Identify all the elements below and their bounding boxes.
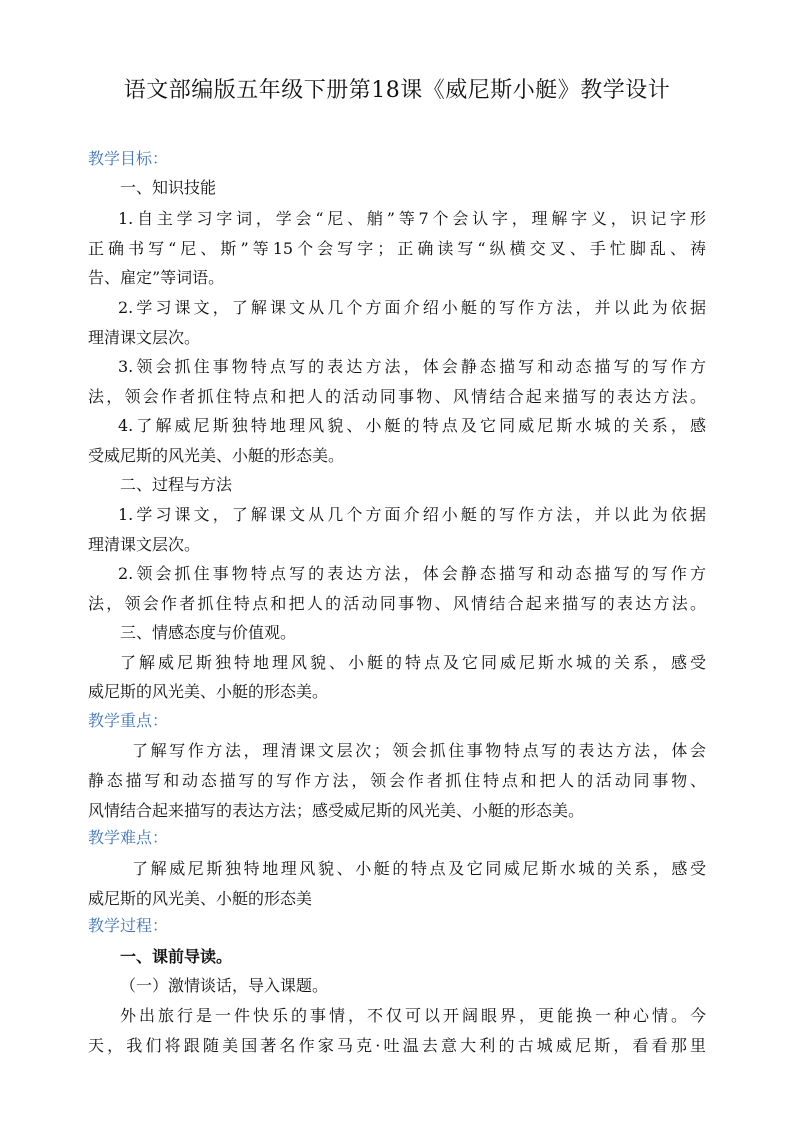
goals-section3-title: 三、情感态度与价值观。	[120, 623, 297, 642]
difficulty-line1: 了解威尼斯独特地理风貌、小艇的特点及它同威尼斯水城的关系，感受	[132, 859, 706, 878]
difficulty-line2: 威尼斯的风光美、小艇的形态美	[88, 889, 313, 908]
key-line2: 静态描写和动态描写的写作方法，领会作者抓住特点和把人的活动同事物、	[88, 771, 706, 790]
heading-teaching-goals: 教学目标：	[88, 149, 169, 168]
goals-s2-item2-line2: 法，领会作者抓住特点和把人的活动同事物、风情结合起来描写的表达方法。	[88, 594, 706, 613]
process-p1-line1: 外出旅行是一件快乐的事情，不仅可以开阔眼界，更能换一种心情。今	[120, 1006, 706, 1025]
process-part1-subtitle: （一）激情谈话，导入课题。	[120, 976, 329, 995]
goals-s2-item1-line1: 1.学习课文，了解课文从几个方面介绍小艇的写作方法，并以此为依据	[118, 505, 706, 524]
goals-s1-item4-line2: 受威尼斯的风光美、小艇的形态美。	[88, 446, 345, 465]
goals-s2-item2-line1: 2.领会抓住事物特点写的表达方法，体会静态描写和动态描写的写作方	[118, 564, 706, 583]
heading-teaching-key: 教学重点：	[88, 711, 169, 730]
process-part1-title: 一、课前导读。	[120, 947, 233, 966]
goals-s2-item1-line2: 理清课文层次。	[88, 535, 201, 554]
goals-s1-item4-line1: 4.了解威尼斯独特地理风貌、小艇的特点及它同威尼斯水城的关系，感	[118, 416, 706, 435]
key-line1: 了解写作方法，理清课文层次；领会抓住事物特点写的表达方法，体会	[132, 741, 706, 760]
goals-s1-item1-line2: 正确书写“尼、斯”等15个会写字；正确读写“纵横交叉、手忙脚乱、祷	[88, 239, 706, 258]
goals-s1-item1-line1: 1.自主学习字词，学会“尼、艄”等7个会认字，理解字义，识记字形	[118, 209, 706, 228]
goals-section1-title: 一、知识技能	[120, 178, 217, 197]
key-line3: 风情结合起来描写的表达方法；感受威尼斯的风光美、小艇的形态美。	[88, 801, 585, 820]
document-title: 语文部编版五年级下册第18课《威尼斯小艇》教学设计	[123, 78, 671, 103]
process-p1-line2: 天，我们将跟随美国著名作家马克·吐温去意大利的古城威尼斯，看看那里	[88, 1036, 706, 1055]
heading-teaching-difficulty: 教学难点：	[88, 828, 169, 847]
heading-teaching-process: 教学过程：	[88, 916, 169, 935]
goals-s1-item2-line2: 理清课文层次。	[88, 328, 201, 347]
goals-section2-title: 二、过程与方法	[120, 475, 233, 494]
goals-s1-item3-line1: 3.领会抓住事物特点写的表达方法，体会静态描写和动态描写的写作方	[118, 357, 706, 376]
goals-s3-line2: 威尼斯的风光美、小艇的形态美。	[88, 682, 329, 701]
goals-s3-line1: 了解威尼斯独特地理风貌、小艇的特点及它同威尼斯水城的关系，感受	[120, 653, 706, 672]
goals-s1-item2-line1: 2.学习课文，了解课文从几个方面介绍小艇的写作方法，并以此为依据	[118, 298, 706, 317]
goals-s1-item1-line3: 告、雇定”等词语。	[88, 268, 225, 287]
goals-s1-item3-line2: 法，领会作者抓住特点和把人的活动同事物、风情结合起来描写的表达方法。	[88, 387, 706, 406]
